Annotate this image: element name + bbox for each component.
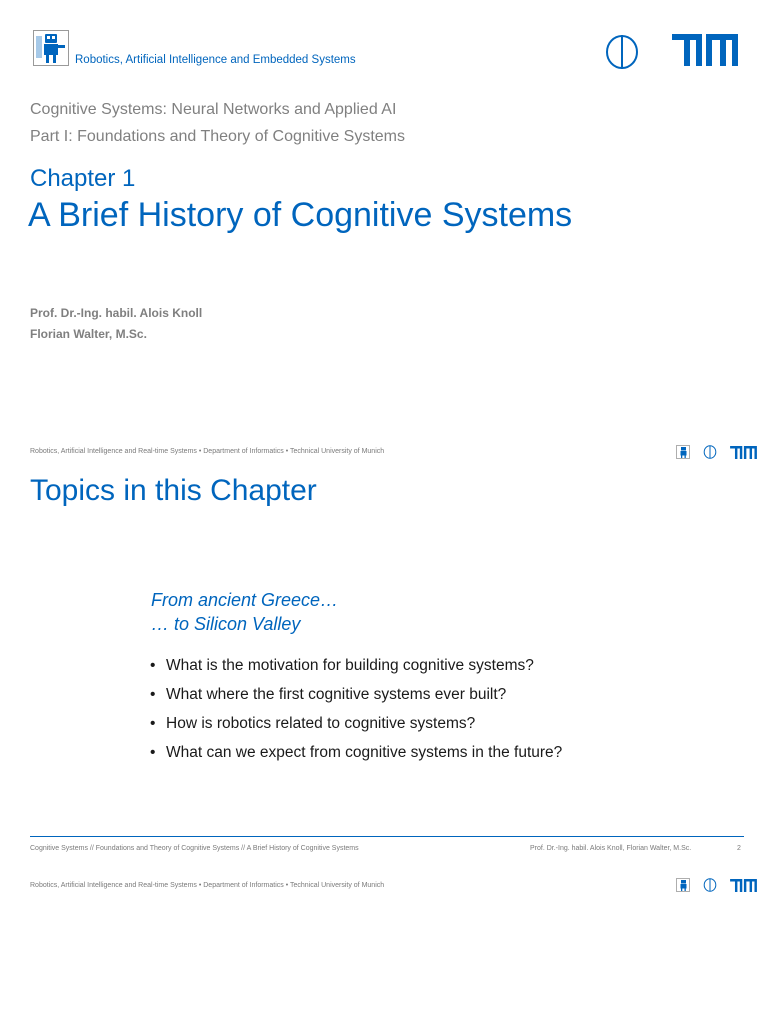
intro-line: … to Silicon Valley <box>151 614 301 634</box>
list-item: • What where the first cognitive systems ever built? <box>150 685 562 714</box>
page-number: 2 <box>737 845 741 852</box>
lab-name: Robotics, Artificial Intelligence and Embedded Systems <box>75 54 356 66</box>
footer-authors: Prof. Dr.-Ing. habil. Alois Knoll, Florian Walter, M.Sc. <box>530 845 692 852</box>
chapter-title: A Brief History of Cognitive Systems <box>28 196 573 234</box>
affiliation-footer: Robotics, Artificial Intelligence and Real-time Systems • Department of Informatics • Technical University of Munich <box>30 448 385 455</box>
tum-logo-icon <box>672 34 738 66</box>
list-item: • What is the motivation for building cognitive systems? <box>150 656 562 685</box>
breadcrumb: Cognitive Systems // Foundations and Theory of Cognitive Systems // A Brief History of Cognitive Systems <box>30 845 359 852</box>
footer-divider <box>30 836 744 837</box>
informatics-logo-icon <box>703 878 717 892</box>
list-item: • What can we expect from cognitive systems in the future? <box>150 743 562 772</box>
tum-logo-icon <box>730 446 757 459</box>
slide-title: Topics in this Chapter <box>30 474 317 507</box>
informatics-logo-icon <box>604 34 640 70</box>
robot-logo-icon <box>676 878 690 892</box>
intro-line: From ancient Greece… <box>151 590 339 610</box>
topics-list <box>150 656 562 772</box>
part-title: Part I: Foundations and Theory of Cognitive Systems <box>30 128 406 145</box>
author-name: Prof. Dr.-Ing. habil. Alois Knoll <box>30 306 203 320</box>
tum-logo-icon <box>730 879 757 892</box>
author-name: Florian Walter, M.Sc. <box>30 327 147 341</box>
affiliation-footer: Robotics, Artificial Intelligence and Real-time Systems • Department of Informatics • Technical University of Munich <box>30 882 385 889</box>
chapter-label: Chapter 1 <box>30 165 136 192</box>
robot-logo-icon <box>676 445 690 459</box>
robot-logo-icon <box>33 30 69 66</box>
course-title: Cognitive Systems: Neural Networks and Applied AI <box>30 101 397 118</box>
list-item: • How is robotics related to cognitive systems? <box>150 714 562 743</box>
informatics-logo-icon <box>703 445 717 459</box>
